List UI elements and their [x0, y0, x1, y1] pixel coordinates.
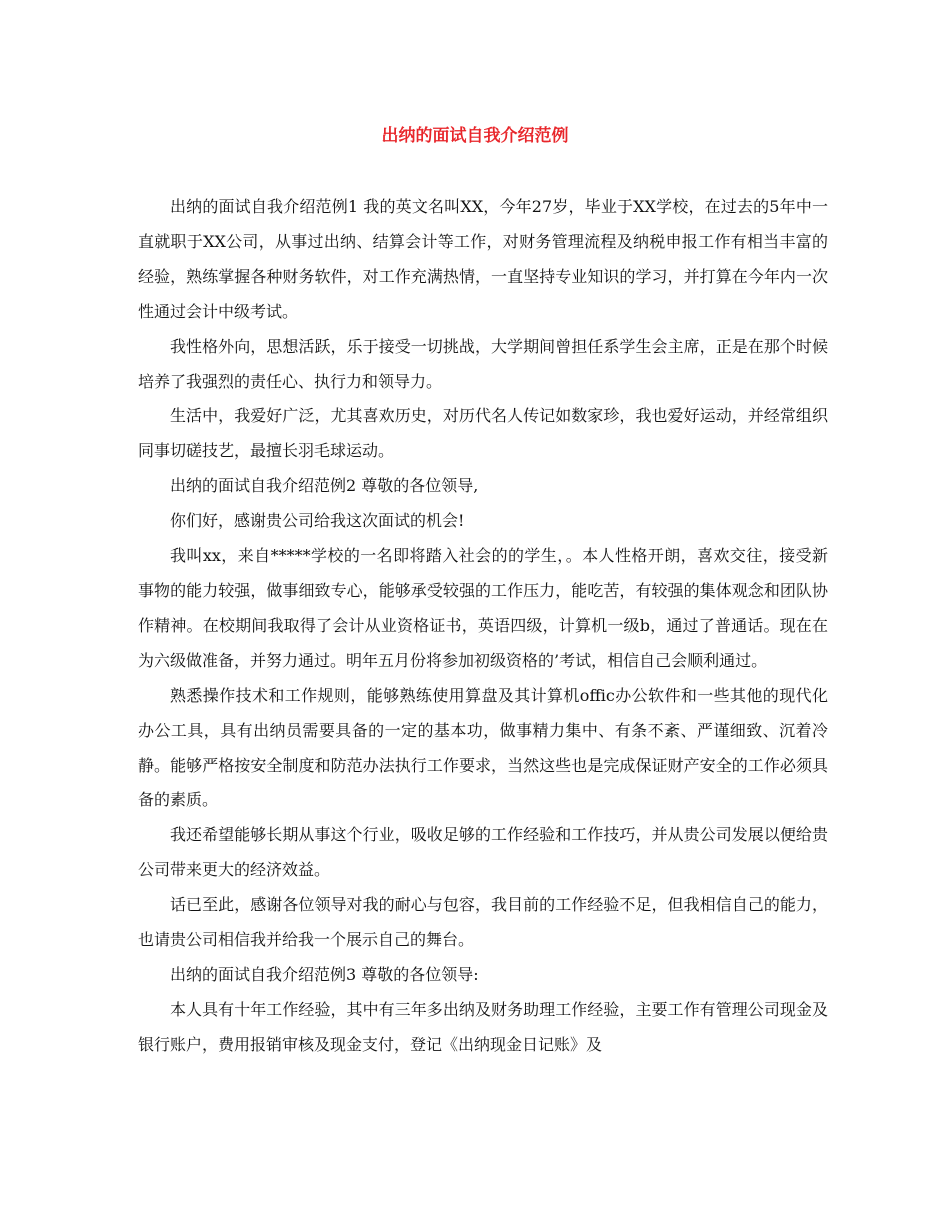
document-title: 出纳的面试自我介绍范例 — [381, 126, 569, 146]
paragraph-5: 你们好，感谢贵公司给我这次面试的机会! — [170, 511, 465, 531]
paragraph-9: 话已至此，感谢各位领导对我的耐心与包容，我目前的工作经验不足，但我相信自己的能力，也请贵公司相信我并给我一个展示自己的舞台。 — [138, 895, 828, 950]
document-body — [138, 190, 828, 1063]
paragraph-8: 我还希望能够长期从事这个行业，吸收足够的工作经验和工作技巧，并从贵公司发展以便给贵公司带来更大的经济效益。 — [138, 825, 828, 880]
paragraph-10: 出纳的面试自我介绍范例3 尊敬的各位领导: — [170, 964, 479, 984]
paragraph-7: 熟悉操作技术和工作规则，能够熟练使用算盘及其计算机offic办公软件和一些其他的现代化办公工具，具有出纳员需要具备的一定的基本功，做事精力集中、有条不紊、严谨细致、沉着冷静。能够严格按安全制度和防范办法执行工作要求，当然这些也是完成保证财产安全的工作必须具备的素质。 — [138, 685, 828, 810]
paragraph-2: 我性格外向，思想活跃，乐于接受一切挑战，大学期间曾担任系学生会主席，正是在那个时候培养了我强烈的责任心、执行力和领导力。 — [138, 336, 828, 391]
paragraph-6: 我叫xx，来自*****学校的一名即将踏入社会的的学生，。本人性格开朗，喜欢交往，接受新事物的能力较强，做事细致专心，能够承受较强的工作压力，能吃苦，有较强的集体观念和团队协作精神。在校期间我取得了会计从业资格证书，英语四级，计算机一级b，通过了普通话。现在在为六级做准备，并努力通过。明年五月份将参加初级资格的’考试，相信自己会顺利通过。 — [138, 546, 828, 670]
paragraph-4: 出纳的面试自我介绍范例2 尊敬的各位领导, — [170, 476, 479, 496]
paragraph-3: 生活中，我爱好广泛，尤其喜欢历史，对历代名人传记如数家珍，我也爱好运动，并经常组织同事切磋技艺，最擅长羽毛球运动。 — [138, 406, 828, 461]
paragraph-11: 本人具有十年工作经验，其中有三年多出纳及财务助理工作经验，主要工作有管理公司现金及银行账户，费用报销审核及现金支付，登记《出纳现金日记账》及 — [138, 999, 828, 1054]
paragraph-1: 出纳的面试自我介绍范例1 我的英文名叫XX，今年27岁，毕业于XX学校，在过去的5年中一直就职于XX公司，从事过出纳、结算会计等工作，对财务管理流程及纳税申报工作有相当丰富的经验，熟练掌握各种财务软件，对工作充满热情，一直坚持专业知识的学习，并打算在今年内一次性通过会计中级考试。 — [138, 197, 828, 321]
